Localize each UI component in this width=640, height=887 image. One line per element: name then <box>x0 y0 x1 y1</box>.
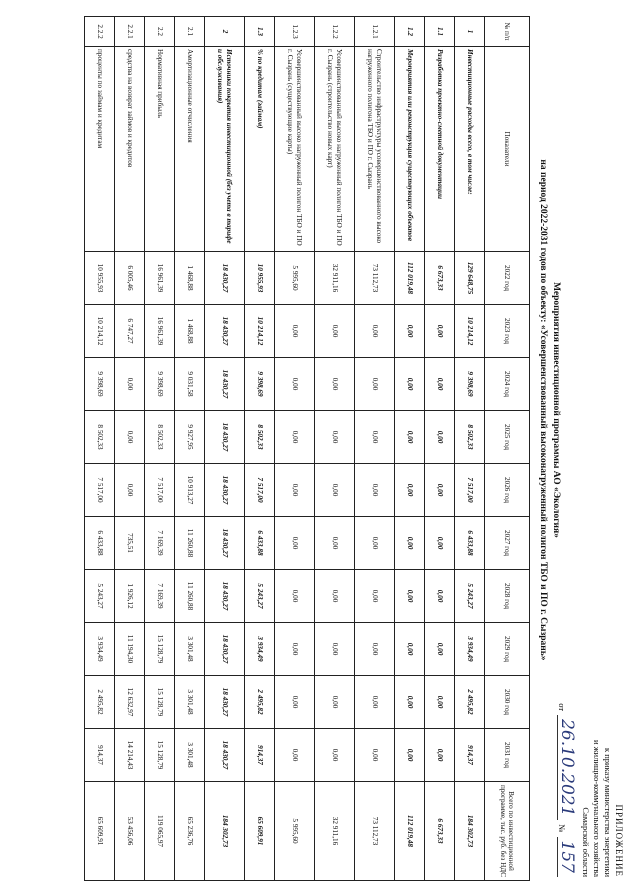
value-cell: 5 243,27 <box>85 570 115 623</box>
value-cell: 15 128,79 <box>145 676 175 729</box>
value-cell: 112 019,48 <box>395 252 425 305</box>
value-cell: 6 433,88 <box>85 517 115 570</box>
table-row <box>355 17 395 881</box>
value-cell: 15 128,79 <box>145 729 175 782</box>
value-cell: 8 502,33 <box>145 411 175 464</box>
column-header: 2028 год <box>485 570 530 623</box>
value-cell: 6 673,33 <box>425 782 455 881</box>
row-label: Источники покрытия инвестиционной (без учета в тарифе и обслуживания) <box>205 47 245 252</box>
value-cell: 16 961,39 <box>145 305 175 358</box>
value-cell: 0,00 <box>355 570 395 623</box>
value-cell: 0,00 <box>395 676 425 729</box>
value-cell: 3 934,49 <box>455 623 485 676</box>
value-cell: 32 911,16 <box>315 252 355 305</box>
row-label: Нормативная прибыль <box>145 47 175 252</box>
column-header: 2024 год <box>485 358 530 411</box>
value-cell: 112 019,48 <box>395 782 425 881</box>
table-row <box>275 17 315 881</box>
value-cell: 18 430,27 <box>205 358 245 411</box>
value-cell: 0,00 <box>355 623 395 676</box>
value-cell: 3 301,48 <box>175 623 205 676</box>
value-cell: 0,00 <box>395 623 425 676</box>
value-cell: 3 934,49 <box>85 623 115 676</box>
row-label: Усовершенствованный высоко нагруженный полигон ТБО и ПО г. Сызрань (существующие карты) <box>275 47 315 252</box>
column-header: Всего по инвестиционной программе, тыс. руб. без НДС <box>485 782 530 881</box>
value-cell: 0,00 <box>395 358 425 411</box>
value-cell: 7 517,00 <box>85 464 115 517</box>
value-cell: 0,00 <box>425 464 455 517</box>
value-cell: 18 430,27 <box>205 729 245 782</box>
value-cell: 0,00 <box>275 570 315 623</box>
value-cell: 0,00 <box>425 358 455 411</box>
order-number-handwritten: 157 <box>557 837 575 877</box>
table-row <box>175 17 205 881</box>
value-cell: 2 495,82 <box>455 676 485 729</box>
value-cell: 10 214,12 <box>245 305 275 358</box>
value-cell: 0,00 <box>355 358 395 411</box>
value-cell: 914,37 <box>85 729 115 782</box>
column-header: 2030 год <box>485 676 530 729</box>
value-cell: 2 495,82 <box>245 676 275 729</box>
column-header: № п/п <box>485 17 530 47</box>
value-cell: 65 609,91 <box>85 782 115 881</box>
row-number: 2.2.1 <box>115 17 145 47</box>
value-cell: 0,00 <box>355 464 395 517</box>
value-cell: 10 214,12 <box>85 305 115 358</box>
table-row <box>205 17 245 881</box>
value-cell: 18 430,27 <box>205 676 245 729</box>
value-cell: 6 747,27 <box>115 305 145 358</box>
value-cell: 15 128,79 <box>145 623 175 676</box>
row-label: Мероприятия или реконструкция существующих объектов <box>395 47 425 252</box>
value-cell: 0,00 <box>275 305 315 358</box>
value-cell: 0,00 <box>355 676 395 729</box>
row-number: 1.1 <box>425 17 455 47</box>
row-number: 2.1 <box>175 17 205 47</box>
value-cell: 8 502,33 <box>455 411 485 464</box>
document-title <box>536 120 562 700</box>
row-number: 1.2.3 <box>275 17 315 47</box>
row-label: проценты по займам и кредитам <box>85 47 115 252</box>
row-label: % по кредитам (займам) <box>245 47 275 252</box>
value-cell: 2 495,82 <box>85 676 115 729</box>
column-header: 2026 год <box>485 464 530 517</box>
table-body <box>85 17 485 881</box>
appendix-line: Самарской области <box>581 807 592 877</box>
value-cell: 119 065,97 <box>145 782 175 881</box>
value-cell: 0,00 <box>395 464 425 517</box>
value-cell: 10 214,12 <box>455 305 485 358</box>
value-cell: 0,00 <box>115 358 145 411</box>
value-cell: 0,00 <box>425 729 455 782</box>
table-row <box>455 17 485 881</box>
value-cell: 735,51 <box>115 517 145 570</box>
value-cell: 0,00 <box>425 305 455 358</box>
appendix-block <box>557 657 624 877</box>
value-cell: 0,00 <box>395 305 425 358</box>
value-cell: 18 430,27 <box>205 252 245 305</box>
value-cell: 0,00 <box>275 464 315 517</box>
table-row <box>425 17 455 881</box>
value-cell: 11 194,30 <box>115 623 145 676</box>
order-date-handwritten: 26.10.2021 <box>557 715 575 820</box>
table-row <box>395 17 425 881</box>
column-header: 2023 год <box>485 305 530 358</box>
value-cell: 0,00 <box>425 570 455 623</box>
value-cell: 9 927,95 <box>175 411 205 464</box>
value-cell: 0,00 <box>395 570 425 623</box>
value-cell: 18 430,27 <box>205 305 245 358</box>
value-cell: 65 236,76 <box>175 782 205 881</box>
value-cell: 914,37 <box>455 729 485 782</box>
value-cell: 0,00 <box>395 411 425 464</box>
value-cell: 0,00 <box>395 517 425 570</box>
value-cell: 3 301,48 <box>175 676 205 729</box>
value-cell: 14 214,43 <box>115 729 145 782</box>
column-header: Показатели <box>485 47 530 252</box>
value-cell: 0,00 <box>115 464 145 517</box>
value-cell: 0,00 <box>425 411 455 464</box>
value-cell: 0,00 <box>275 411 315 464</box>
title-line-1: Мероприятия инвестиционной программы АО «Экология» <box>551 282 561 538</box>
row-label: Инвестиционные расходы всего, в том числе: <box>455 47 485 252</box>
value-cell: 6 005,46 <box>115 252 145 305</box>
table-header-row <box>485 17 530 881</box>
value-cell: 0,00 <box>275 517 315 570</box>
title-line-2: на период 2022-2031 годов по объекту: «Усовершенствованный высоконагруженный полигон ТБО и ПО г. Сызрань» <box>538 159 549 661</box>
value-cell: 1 926,12 <box>115 570 145 623</box>
value-cell: 0,00 <box>355 411 395 464</box>
appendix-line: и жилищно-коммунального хозяйства <box>592 740 603 877</box>
value-cell: 0,00 <box>355 729 395 782</box>
value-cell: 65 609,91 <box>245 782 275 881</box>
value-cell: 16 961,39 <box>145 252 175 305</box>
value-cell: 7 169,39 <box>145 517 175 570</box>
value-cell: 184 302,73 <box>455 782 485 881</box>
value-cell: 5 995,60 <box>275 252 315 305</box>
row-number: 2 <box>205 17 245 47</box>
value-cell: 914,37 <box>245 729 275 782</box>
row-label: средства на возврат займов и кредитов <box>115 47 145 252</box>
value-cell: 7 169,39 <box>145 570 175 623</box>
column-header: 2025 год <box>485 411 530 464</box>
value-cell: 11 260,88 <box>175 517 205 570</box>
value-cell: 7 517,00 <box>145 464 175 517</box>
row-label: Разработка проектно-сметной документации <box>425 47 455 252</box>
value-cell: 0,00 <box>275 358 315 411</box>
value-cell: 0,00 <box>395 729 425 782</box>
row-number: 2.2 <box>145 17 175 47</box>
table-row <box>85 17 115 881</box>
value-cell: 6 433,88 <box>455 517 485 570</box>
value-cell: 1 468,88 <box>175 305 205 358</box>
order-prefix: от <box>557 703 568 712</box>
value-cell: 18 430,27 <box>205 517 245 570</box>
table-row <box>245 17 275 881</box>
investment-table <box>84 16 530 881</box>
value-cell: 7 517,00 <box>245 464 275 517</box>
row-number: 1 <box>455 17 485 47</box>
row-number: 1.2.2 <box>315 17 355 47</box>
value-cell: 6 673,33 <box>425 252 455 305</box>
value-cell: 5 243,27 <box>455 570 485 623</box>
value-cell: 0,00 <box>425 623 455 676</box>
value-cell: 11 260,88 <box>175 570 205 623</box>
value-cell: 0,00 <box>315 358 355 411</box>
value-cell: 0,00 <box>315 570 355 623</box>
value-cell: 9 398,69 <box>245 358 275 411</box>
value-cell: 0,00 <box>275 623 315 676</box>
value-cell: 18 430,27 <box>205 464 245 517</box>
value-cell: 0,00 <box>315 729 355 782</box>
value-cell: 8 502,33 <box>85 411 115 464</box>
appendix-title: ПРИЛОЖЕНИЕ <box>614 804 624 877</box>
value-cell: 1 468,88 <box>175 252 205 305</box>
row-number: 1.2.1 <box>355 17 395 47</box>
table-row <box>115 17 145 881</box>
value-cell: 0,00 <box>315 305 355 358</box>
value-cell: 9 398,69 <box>85 358 115 411</box>
value-cell: 0,00 <box>315 411 355 464</box>
value-cell: 0,00 <box>115 411 145 464</box>
value-cell: 18 430,27 <box>205 411 245 464</box>
value-cell: 0,00 <box>315 676 355 729</box>
value-cell: 0,00 <box>315 517 355 570</box>
value-cell: 9 398,69 <box>145 358 175 411</box>
value-cell: 18 430,27 <box>205 623 245 676</box>
value-cell: 184 302,73 <box>205 782 245 881</box>
order-number-label: № <box>557 824 568 833</box>
value-cell: 6 433,88 <box>245 517 275 570</box>
row-label: Усовершенствованный высоко нагруженный полигон ТБО и ПО г. Сызрань (строительство новых карт) <box>315 47 355 252</box>
value-cell: 0,00 <box>315 623 355 676</box>
value-cell: 9 031,58 <box>175 358 205 411</box>
column-header: 2031 год <box>485 729 530 782</box>
value-cell: 5 243,27 <box>245 570 275 623</box>
value-cell: 53 456,06 <box>115 782 145 881</box>
value-cell: 0,00 <box>275 676 315 729</box>
value-cell: 3 301,48 <box>175 729 205 782</box>
value-cell: 0,00 <box>355 305 395 358</box>
value-cell: 0,00 <box>315 464 355 517</box>
column-header: 2027 год <box>485 517 530 570</box>
value-cell: 12 632,97 <box>115 676 145 729</box>
column-header: 2022 год <box>485 252 530 305</box>
value-cell: 0,00 <box>355 517 395 570</box>
value-cell: 5 995,60 <box>275 782 315 881</box>
appendix-line: к приказу министерства энергетики <box>602 747 613 877</box>
value-cell: 9 398,69 <box>455 358 485 411</box>
value-cell: 10 913,27 <box>175 464 205 517</box>
row-number: 1.3 <box>245 17 275 47</box>
value-cell: 10 955,93 <box>85 252 115 305</box>
value-cell: 0,00 <box>425 517 455 570</box>
row-label: Амортизационные отчисления <box>175 47 205 252</box>
row-number: 2.2.2 <box>85 17 115 47</box>
value-cell: 18 430,27 <box>205 570 245 623</box>
value-cell: 0,00 <box>275 729 315 782</box>
row-number: 1.2 <box>395 17 425 47</box>
table-row <box>145 17 175 881</box>
table-row <box>315 17 355 881</box>
value-cell: 129 648,75 <box>455 252 485 305</box>
value-cell: 73 112,73 <box>355 252 395 305</box>
value-cell: 10 955,93 <box>245 252 275 305</box>
value-cell: 7 517,00 <box>455 464 485 517</box>
value-cell: 32 911,16 <box>315 782 355 881</box>
row-label: Строительство инфраструктуры усовершенствованного высоко нагруженного полигона ТБО и ПО г. Сызрань <box>355 47 395 252</box>
value-cell: 0,00 <box>425 676 455 729</box>
column-header: 2029 год <box>485 623 530 676</box>
value-cell: 73 112,73 <box>355 782 395 881</box>
value-cell: 3 934,49 <box>245 623 275 676</box>
value-cell: 8 502,33 <box>245 411 275 464</box>
